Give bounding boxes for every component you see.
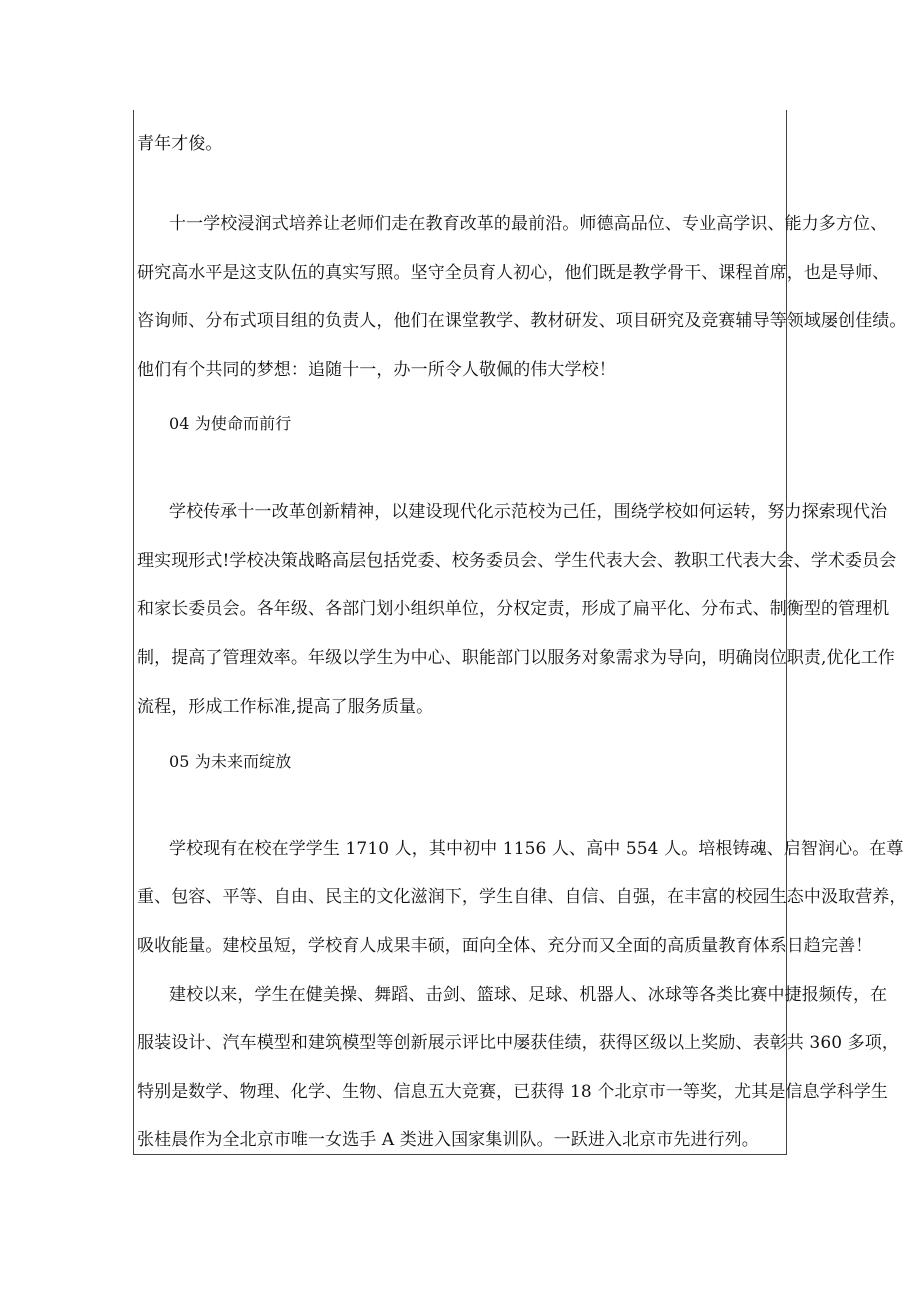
paragraph-line: 特别是数学、物理、化学、生物、信息五大竞赛，已获得 18 个北京市一等奖，尤其是信息学科学生 bbox=[137, 1082, 889, 1102]
paragraph-line: 他们有个共同的梦想：追随十一，办一所令人敬佩的伟大学校！ bbox=[137, 360, 616, 380]
paragraph-line: 张桂晨作为全北京市唯一女选手 A 类进入国家集训队。一跃进入北京市先进行列。 bbox=[137, 1130, 759, 1150]
paragraph-line: 制，提高了管理效率。年级以学生为中心、职能部门以服务对象需求为导向，明确岗位职责,优化工作 bbox=[137, 648, 895, 668]
paragraph-line: 吸收能量。建校虽短，学校育人成果丰硕，面向全体、充分而又全面的高质量教育体系日趋完善！ bbox=[137, 936, 873, 956]
paragraph-line: 咨询师、分布式项目组的负责人，他们在课堂教学、教材研发、项目研究及竞赛辅导等领域屡创佳绩。 bbox=[137, 311, 907, 331]
paragraph-line: 青年才俊。 bbox=[137, 134, 223, 154]
paragraph-line: 流程，形成工作标准,提高了服务质量。 bbox=[137, 697, 434, 717]
paragraph-line: 十一学校浸润式培养让老师们走在教育改革的最前沿。师德高品位、专业高学识、能力多方位、 bbox=[169, 214, 888, 234]
section-heading-05: 05 为未来而绽放 bbox=[169, 752, 292, 771]
paragraph-line: 理实现形式!学校决策战略高层包括党委、校务委员会、学生代表大会、教职工代表大会、学术委员会 bbox=[137, 551, 897, 571]
paragraph-line: 建校以来，学生在健美操、舞蹈、击剑、篮球、足球、机器人、冰球等各类比赛中捷报频传，在 bbox=[169, 985, 888, 1005]
paragraph-line: 学校现有在校在学学生 1710 人，其中初中 1156 人、高中 554 人。培根铸魂、启智润心。在尊 bbox=[169, 839, 904, 859]
paragraph-line: 重、包容、平等、自由、民主的文化滋润下，学生自律、自信、自强，在丰富的校园生态中汲取营养， bbox=[137, 887, 907, 907]
section-heading-04: 04 为使命而前行 bbox=[169, 414, 292, 433]
paragraph-line: 服装设计、汽车模型和建筑模型等创新展示评比中屡获佳绩，获得区级以上奖励、表彰共 360 多项， bbox=[137, 1033, 899, 1053]
paragraph-line: 和家长委员会。各年级、各部门划小组织单位，分权定责，形成了扁平化、分布式、制衡型的管理机 bbox=[137, 599, 890, 619]
paragraph-line: 学校传承十一改革创新精神，以建设现代化示范校为己任，围绕学校如何运转，努力探索现代治 bbox=[169, 502, 888, 522]
paragraph-line: 研究高水平是这支队伍的真实写照。坚守全员育人初心，他们既是教学骨干、课程首席，也是导师、 bbox=[137, 263, 890, 283]
